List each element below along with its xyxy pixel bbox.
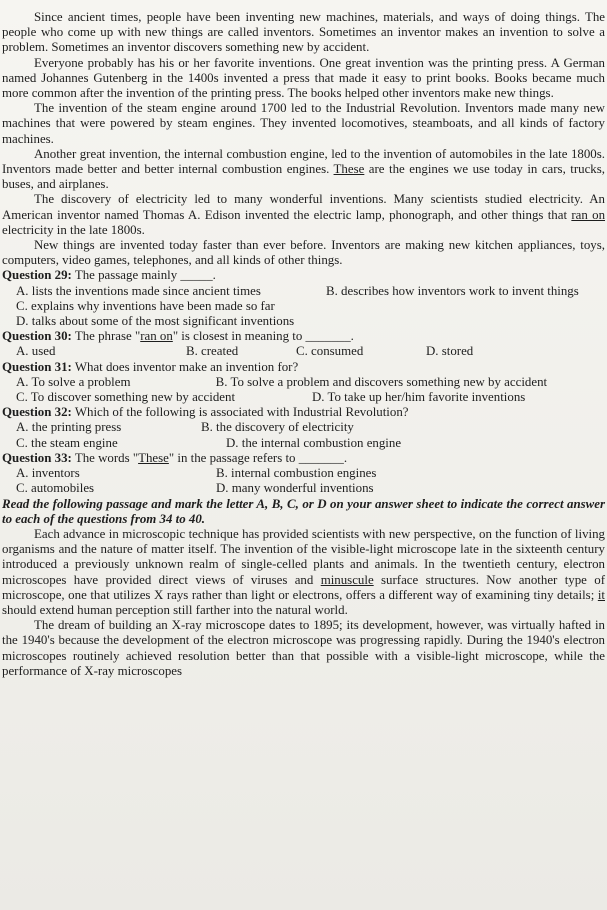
- option-a: A. the printing press: [16, 420, 122, 435]
- question-30: Question 30: The phrase "ran on" is closest in meaning to _______. A. used B. created C. consumed D. stored: [2, 329, 474, 359]
- underlined-it: it: [597, 587, 605, 602]
- question-stem: What does inventor make an invention for?: [71, 359, 299, 374]
- option-d: D. To take up her/him favorite inventions: [312, 390, 526, 405]
- option-b: B. the discovery of electricity: [201, 420, 354, 435]
- question-label: Question 30:: [2, 329, 72, 344]
- option-b: B. describes how inventors work to invent things: [326, 283, 579, 298]
- underlined-minuscule: minuscule: [320, 572, 374, 587]
- passage1-paragraph-2: Everyone probably has his or her favorite inventions. One great invention was the printing press. A German named Johannes Gutenberg in the 1400s invented a press that made it easy to print books. Books became much more common after the invention of the printing press. The books helped other inventors make new things.: [2, 55, 605, 101]
- question-31: [2, 360, 605, 406]
- underlined-ran-on: ran on: [571, 207, 606, 222]
- option-b: B. created: [186, 344, 239, 359]
- underlined-ran-on: ran on: [140, 329, 173, 344]
- document-content: [2, 10, 605, 679]
- underlined-these: These: [333, 162, 365, 177]
- option-c: C. the steam engine: [16, 435, 118, 450]
- question-stem: Which of the following is associated with Industrial Revolution?: [71, 405, 409, 420]
- passage1-paragraph-1: Since ancient times, people have been inventing new machines, materials, and ways of doing things. The people who come up with new things are called inventors. Sometimes an inventor makes an invention to solve a problem. Sometimes an inventor discovers something new by accident.: [2, 10, 605, 55]
- option-b: B. internal combustion engines: [216, 466, 377, 481]
- option-c: C. explains why inventions have been made so far: [16, 298, 275, 313]
- option-a: A. To solve a problem: [16, 374, 131, 389]
- underlined-these: These: [138, 450, 169, 465]
- option-a: A. inventors: [16, 466, 80, 481]
- option-d: D. talks about some of the most significant inventions: [16, 314, 295, 329]
- question-stem: The passage mainly _____.: [71, 268, 216, 283]
- option-c: C. consumed: [296, 344, 364, 359]
- option-d: D. many wonderful inventions: [216, 481, 374, 496]
- passage1-paragraph-5: The discovery of electricity led to many wonderful inventions. Many scientists studied electricity. An American inventor named Thomas A. Edison invented the electric lamp, phonograph, and other things that ran on electricity in the late 1800s.: [2, 192, 606, 237]
- option-c: C. To discover something new by accident: [16, 390, 236, 405]
- option-a: A. used: [16, 344, 56, 359]
- question-label: Question 33:: [2, 450, 72, 465]
- passage1-paragraph-3: The invention of the steam engine around 1700 led to the Industrial Revolution. Inventors made many new machines that were powered by steam engines. They invented locomotives, steamboats, and all kinds of factory machines.: [2, 101, 605, 146]
- option-c: C. automobiles: [16, 481, 95, 496]
- option-d: D. the internal combustion engine: [226, 435, 402, 450]
- question-29: [2, 268, 605, 329]
- option-b: B. To solve a problem and discovers something new by accident: [215, 374, 548, 389]
- option-a: A. lists the inventions made since ancient times: [16, 283, 261, 298]
- passage1-paragraph-4: Another great invention, the internal combustion engine, led to the invention of automobiles in the late 1800s. Inventors made better and better internal combustion engines. These are the engines we use today in cars, trucks, buses, and airplanes.: [2, 146, 605, 192]
- option-d: D. stored: [426, 344, 474, 359]
- passage2-paragraph-1: Each advance in microscopic technique has provided scientists with new perspective, on the function of living organisms and the nature of matter itself. The invention of the visible-light microscope late in the sixteenth century introduced a previously unknown realm of single-celled plants and animals. In the twentieth century, electron microscopes have provided direct views of viruses and minuscule surface structures. Now another type of microscope, one that utilizes X rays rather than light or electrons, offers a different way of examining tiny details; it should extend human perception still farther into the natural world.: [2, 526, 605, 617]
- passage1-paragraph-6: New things are invented today faster than ever before. Inventors are making new kitchen appliances, toys, computers, video games, telephones, and all kinds of other things.: [2, 238, 605, 268]
- question-label: Question 29:: [2, 268, 72, 283]
- instruction: Read the following passage and mark the letter A, B, C, or D on your answer sheet to indicate the correct answer to each of the questions from 34 to 40.: [2, 496, 605, 526]
- question-33: Question 33: The words "These" in the passage refers to _______. A. inventors B. internal combustion engines C. automobiles D. many wonderful inventions: [2, 450, 377, 496]
- question-32: [2, 405, 605, 451]
- passage2-paragraph-2: The dream of building an X-ray microscope dates to 1895; its development, however, was virtually hafted in the 1940's because the development of the electron microscope was progressing rapidly. During the 1940's electron microscopes routinely achieved resolution better than that possible with a visible-light microscope, while the performance of X-ray microscopes: [2, 618, 605, 678]
- question-label: Question 31:: [2, 359, 72, 374]
- question-label: Question 32:: [2, 405, 72, 420]
